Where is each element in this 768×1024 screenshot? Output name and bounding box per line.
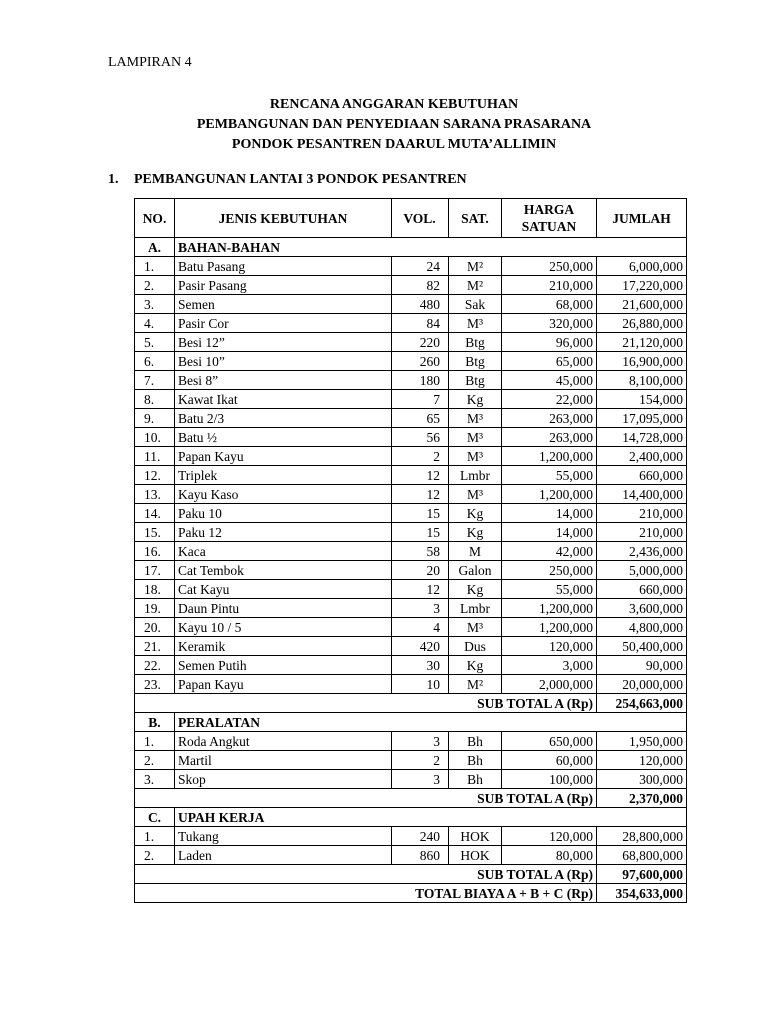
item-unit-price: 68,000: [502, 295, 597, 314]
item-total: 21,120,000: [597, 333, 687, 352]
item-unit-price: 263,000: [502, 409, 597, 428]
item-name: Besi 12”: [175, 333, 392, 352]
item-total: 17,095,000: [597, 409, 687, 428]
item-unit: Lmbr: [449, 466, 502, 485]
item-name: Laden: [175, 846, 392, 865]
category-row: [135, 713, 687, 732]
subtotal-row: [135, 789, 687, 808]
item-total: 120,000: [597, 751, 687, 770]
item-unit: M³: [449, 485, 502, 504]
row-number: 3.: [135, 770, 175, 789]
item-name: Papan Kayu: [175, 675, 392, 694]
title-line-1: RENCANA ANGGARAN KEBUTUHAN: [269, 97, 519, 112]
section-title: PEMBANGUNAN LANTAI 3 PONDOK PESANTREN: [134, 172, 467, 187]
item-total: 210,000: [597, 504, 687, 523]
grand-total-value: 354,633,000: [597, 884, 687, 903]
item-volume: 24: [392, 257, 449, 276]
item-volume: 12: [392, 580, 449, 599]
table-row: [135, 656, 687, 675]
item-unit-price: 96,000: [502, 333, 597, 352]
item-name: Pasir Pasang: [175, 276, 392, 295]
item-unit-price: 45,000: [502, 371, 597, 390]
item-name: Tukang: [175, 827, 392, 846]
item-name: Besi 8”: [175, 371, 392, 390]
item-name: Semen: [175, 295, 392, 314]
item-name: Triplek: [175, 466, 392, 485]
category-letter: C.: [135, 808, 175, 827]
row-number: 5.: [135, 333, 175, 352]
row-number: 16.: [135, 542, 175, 561]
row-number: 6.: [135, 352, 175, 371]
item-unit-price: 65,000: [502, 352, 597, 371]
item-unit: Dus: [449, 637, 502, 656]
table-row: [135, 371, 687, 390]
item-unit-price: 42,000: [502, 542, 597, 561]
item-name: Batu ½: [175, 428, 392, 447]
item-unit: M³: [449, 428, 502, 447]
subtotal-value: 97,600,000: [597, 865, 687, 884]
category-row: [135, 808, 687, 827]
category-letter: B.: [135, 713, 175, 732]
item-total: 1,950,000: [597, 732, 687, 751]
item-volume: 260: [392, 352, 449, 371]
item-unit-price: 22,000: [502, 390, 597, 409]
item-name: Pasir Cor: [175, 314, 392, 333]
item-unit: Bh: [449, 770, 502, 789]
table-row: [135, 276, 687, 295]
item-unit: Galon: [449, 561, 502, 580]
item-name: Kayu 10 / 5: [175, 618, 392, 637]
item-unit: M³: [449, 409, 502, 428]
table-row: [135, 409, 687, 428]
header-row: [135, 199, 687, 238]
item-total: 68,800,000: [597, 846, 687, 865]
item-unit: Kg: [449, 523, 502, 542]
item-total: 8,100,000: [597, 371, 687, 390]
title-line-3: PONDOK PESANTREN DAARUL MUTA’ALLIMIN: [231, 137, 557, 152]
row-number: 20.: [135, 618, 175, 637]
item-name: Skop: [175, 770, 392, 789]
table-row: [135, 428, 687, 447]
table-row: [135, 637, 687, 656]
row-number: 2.: [135, 276, 175, 295]
title-line-2: PEMBANGUNAN DAN PENYEDIAAN SARANA PRASARANA: [196, 117, 592, 132]
item-total: 5,000,000: [597, 561, 687, 580]
item-unit-price: 80,000: [502, 846, 597, 865]
table-row: [135, 618, 687, 637]
header-no: NO.: [135, 199, 175, 238]
item-volume: 12: [392, 485, 449, 504]
header-harga: HARGA SATUAN: [502, 199, 597, 238]
item-volume: 220: [392, 333, 449, 352]
item-volume: 7: [392, 390, 449, 409]
item-total: 300,000: [597, 770, 687, 789]
item-unit: M²: [449, 276, 502, 295]
section-number: 1.: [108, 172, 119, 187]
item-unit-price: 14,000: [502, 504, 597, 523]
row-number: 2.: [135, 751, 175, 770]
item-total: 26,880,000: [597, 314, 687, 333]
grand-total-row: [135, 884, 687, 903]
item-unit: Kg: [449, 504, 502, 523]
item-volume: 30: [392, 656, 449, 675]
item-unit: M³: [449, 314, 502, 333]
subtotal-row: [135, 865, 687, 884]
table-row: [135, 675, 687, 694]
row-number: 9.: [135, 409, 175, 428]
row-number: 8.: [135, 390, 175, 409]
item-unit-price: 100,000: [502, 770, 597, 789]
item-name: Paku 12: [175, 523, 392, 542]
item-total: 2,400,000: [597, 447, 687, 466]
table-row: [135, 599, 687, 618]
item-unit-price: 3,000: [502, 656, 597, 675]
header-jenis: JENIS KEBUTUHAN: [175, 199, 392, 238]
item-unit: M³: [449, 618, 502, 637]
subtotal-value: 254,663,000: [597, 694, 687, 713]
item-unit: Bh: [449, 751, 502, 770]
item-unit-price: 2,000,000: [502, 675, 597, 694]
item-name: Semen Putih: [175, 656, 392, 675]
item-unit-price: 320,000: [502, 314, 597, 333]
item-unit: HOK: [449, 827, 502, 846]
item-name: Kawat Ikat: [175, 390, 392, 409]
item-name: Besi 10”: [175, 352, 392, 371]
item-volume: 240: [392, 827, 449, 846]
table-row: [135, 846, 687, 865]
subtotal-value: 2,370,000: [597, 789, 687, 808]
item-unit-price: 1,200,000: [502, 447, 597, 466]
item-unit: Sak: [449, 295, 502, 314]
item-volume: 3: [392, 599, 449, 618]
table-body: [135, 238, 687, 903]
table-row: [135, 770, 687, 789]
item-unit-price: 210,000: [502, 276, 597, 295]
item-unit-price: 650,000: [502, 732, 597, 751]
row-number: 1.: [135, 732, 175, 751]
category-name: BAHAN-BAHAN: [175, 238, 687, 257]
row-number: 23.: [135, 675, 175, 694]
item-name: Batu 2/3: [175, 409, 392, 428]
header-sat: SAT.: [449, 199, 502, 238]
item-unit-price: 250,000: [502, 257, 597, 276]
category-row: [135, 238, 687, 257]
item-name: Cat Kayu: [175, 580, 392, 599]
item-total: 660,000: [597, 580, 687, 599]
table-row: [135, 333, 687, 352]
row-number: 3.: [135, 295, 175, 314]
item-volume: 20: [392, 561, 449, 580]
item-volume: 12: [392, 466, 449, 485]
item-total: 3,600,000: [597, 599, 687, 618]
row-number: 4.: [135, 314, 175, 333]
table-row: [135, 580, 687, 599]
item-name: Martil: [175, 751, 392, 770]
item-unit-price: 120,000: [502, 637, 597, 656]
item-unit-price: 1,200,000: [502, 485, 597, 504]
document-title: [0, 95, 768, 155]
category-name: PERALATAN: [175, 713, 687, 732]
item-name: Daun Pintu: [175, 599, 392, 618]
item-volume: 56: [392, 428, 449, 447]
item-unit: HOK: [449, 846, 502, 865]
table-row: [135, 447, 687, 466]
item-name: Paku 10: [175, 504, 392, 523]
item-name: Batu Pasang: [175, 257, 392, 276]
item-unit: M: [449, 542, 502, 561]
item-total: 90,000: [597, 656, 687, 675]
attachment-label: LAMPIRAN 4: [108, 55, 192, 70]
section-heading: [108, 172, 467, 188]
item-unit-price: 60,000: [502, 751, 597, 770]
subtotal-label: SUB TOTAL A (Rp): [135, 865, 597, 884]
header-jumlah: JUMLAH: [597, 199, 687, 238]
item-volume: 65: [392, 409, 449, 428]
item-unit: Btg: [449, 333, 502, 352]
row-number: 12.: [135, 466, 175, 485]
item-volume: 82: [392, 276, 449, 295]
item-name: Papan Kayu: [175, 447, 392, 466]
item-name: Kayu Kaso: [175, 485, 392, 504]
item-unit-price: 1,200,000: [502, 599, 597, 618]
item-name: Keramik: [175, 637, 392, 656]
table-row: [135, 295, 687, 314]
table-row: [135, 827, 687, 846]
item-volume: 15: [392, 523, 449, 542]
item-unit-price: 55,000: [502, 580, 597, 599]
item-unit: Kg: [449, 390, 502, 409]
item-volume: 3: [392, 732, 449, 751]
item-unit: Lmbr: [449, 599, 502, 618]
table-row: [135, 523, 687, 542]
item-unit-price: 55,000: [502, 466, 597, 485]
item-unit: Btg: [449, 371, 502, 390]
item-volume: 10: [392, 675, 449, 694]
table-row: [135, 314, 687, 333]
row-number: 19.: [135, 599, 175, 618]
row-number: 22.: [135, 656, 175, 675]
item-volume: 84: [392, 314, 449, 333]
item-volume: 420: [392, 637, 449, 656]
item-total: 660,000: [597, 466, 687, 485]
item-total: 14,400,000: [597, 485, 687, 504]
row-number: 17.: [135, 561, 175, 580]
item-volume: 3: [392, 770, 449, 789]
item-total: 2,436,000: [597, 542, 687, 561]
item-volume: 860: [392, 846, 449, 865]
item-unit-price: 1,200,000: [502, 618, 597, 637]
item-name: Cat Tembok: [175, 561, 392, 580]
item-unit-price: 263,000: [502, 428, 597, 447]
header-vol: VOL.: [392, 199, 449, 238]
item-unit: M²: [449, 675, 502, 694]
item-total: 4,800,000: [597, 618, 687, 637]
item-unit-price: 14,000: [502, 523, 597, 542]
table-row: [135, 352, 687, 371]
row-number: 18.: [135, 580, 175, 599]
item-name: Kaca: [175, 542, 392, 561]
item-unit: Bh: [449, 732, 502, 751]
table-row: [135, 466, 687, 485]
item-unit-price: 120,000: [502, 827, 597, 846]
item-total: 21,600,000: [597, 295, 687, 314]
item-unit: Btg: [449, 352, 502, 371]
row-number: 21.: [135, 637, 175, 656]
table-row: [135, 257, 687, 276]
item-unit: Kg: [449, 580, 502, 599]
category-name: UPAH KERJA: [175, 808, 687, 827]
row-number: 14.: [135, 504, 175, 523]
row-number: 1.: [135, 827, 175, 846]
item-unit-price: 250,000: [502, 561, 597, 580]
row-number: 11.: [135, 447, 175, 466]
item-volume: 2: [392, 751, 449, 770]
row-number: 2.: [135, 846, 175, 865]
table-row: [135, 504, 687, 523]
item-volume: 180: [392, 371, 449, 390]
subtotal-label: SUB TOTAL A (Rp): [135, 789, 597, 808]
table-row: [135, 732, 687, 751]
item-total: 50,400,000: [597, 637, 687, 656]
row-number: 13.: [135, 485, 175, 504]
row-number: 15.: [135, 523, 175, 542]
item-volume: 15: [392, 504, 449, 523]
table-row: [135, 542, 687, 561]
item-unit: M³: [449, 447, 502, 466]
item-total: 16,900,000: [597, 352, 687, 371]
table-row: [135, 561, 687, 580]
grand-total-label: TOTAL BIAYA A + B + C (Rp): [135, 884, 597, 903]
subtotal-label: SUB TOTAL A (Rp): [135, 694, 597, 713]
budget-table: [134, 198, 687, 903]
item-total: 28,800,000: [597, 827, 687, 846]
row-number: 1.: [135, 257, 175, 276]
item-volume: 4: [392, 618, 449, 637]
category-letter: A.: [135, 238, 175, 257]
item-total: 17,220,000: [597, 276, 687, 295]
item-total: 14,728,000: [597, 428, 687, 447]
item-volume: 2: [392, 447, 449, 466]
item-name: Roda Angkut: [175, 732, 392, 751]
subtotal-row: [135, 694, 687, 713]
item-volume: 58: [392, 542, 449, 561]
table-row: [135, 390, 687, 409]
item-unit: Kg: [449, 656, 502, 675]
item-unit: M²: [449, 257, 502, 276]
table-row: [135, 751, 687, 770]
row-number: 7.: [135, 371, 175, 390]
item-total: 210,000: [597, 523, 687, 542]
item-total: 6,000,000: [597, 257, 687, 276]
item-total: 154,000: [597, 390, 687, 409]
item-total: 20,000,000: [597, 675, 687, 694]
item-volume: 480: [392, 295, 449, 314]
row-number: 10.: [135, 428, 175, 447]
table-row: [135, 485, 687, 504]
